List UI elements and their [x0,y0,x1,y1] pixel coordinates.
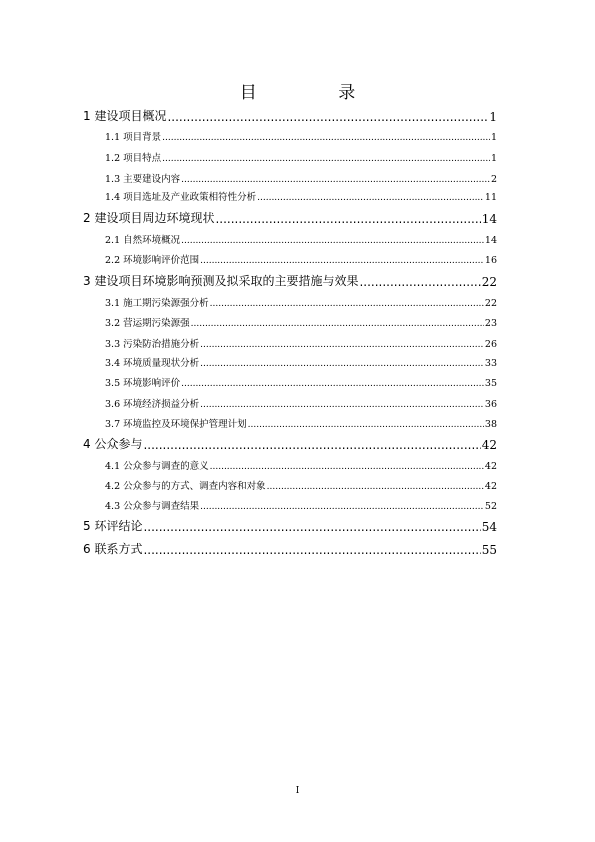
toc-entry-page: 23 [484,318,497,329]
toc-entry[interactable] [105,252,497,266]
toc-entry-page: 14 [481,212,497,226]
toc-entry[interactable] [83,272,497,289]
toc-leader-dots [143,520,480,534]
toc-leader-dots [181,236,484,246]
page-number: I [295,786,300,796]
toc-entry-page: 42 [484,461,497,472]
toc-leader-dots [162,133,490,143]
toc-entry[interactable] [105,295,497,309]
toc-entry-page: 2 [490,174,497,185]
toc-entry[interactable] [105,355,497,369]
toc-entry-label: 4 公众参与 [83,437,143,451]
toc-entry[interactable] [105,478,497,492]
toc-entry[interactable] [83,517,497,534]
toc-leader-dots [181,379,484,389]
toc-entry-label: 3.6 环境经济损益分析 [105,399,200,410]
toc-entry-label: 2.1 自然环境概况 [105,235,181,246]
toc-leader-dots [200,359,484,369]
toc-entry-label: 4.1 公众参与调查的意义 [105,461,209,472]
toc-entry-page: 1 [489,110,497,124]
toc-entry[interactable] [83,540,497,557]
toc-entry-label: 3.3 污染防治措施分析 [105,339,200,350]
toc-entry[interactable] [105,375,497,389]
toc-entry-page: 55 [481,543,497,557]
toc-leader-dots [248,420,484,430]
toc-entry-label: 1.4 项目选址及产业政策相符性分析 [105,192,257,203]
toc-entry-page: 16 [484,255,497,266]
toc-entry[interactable] [105,232,497,246]
toc-entry[interactable] [105,129,497,143]
toc-entry-label: 5 环评结论 [83,519,143,533]
toc-entry[interactable] [105,336,497,350]
toc-entry-label: 3.1 施工期污染源强分析 [105,298,209,309]
toc-entry-page: 38 [484,419,497,430]
toc-entry[interactable] [83,107,497,124]
toc-entry-label: 2 建设项目周边环境现状 [83,211,215,225]
toc-leader-dots [200,340,484,350]
toc-entry-page: 52 [484,501,497,512]
toc-entry-page: 1 [490,153,497,164]
toc-entry-label: 3.2 营运期污染源强 [105,318,190,329]
toc-leader-dots [162,154,490,164]
toc-leader-dots [200,502,484,512]
toc-entry[interactable] [105,498,497,512]
toc-leader-dots [210,462,484,472]
toc-entry-label: 2.2 环境影响评价范围 [105,255,200,266]
toc-entry-label: 1.2 项目特点 [105,153,162,164]
toc-entry-page: 42 [481,438,497,452]
toc-entry[interactable] [105,416,497,430]
toc-entry[interactable] [105,396,497,410]
toc-entry-page: 11 [484,192,497,203]
toc-leader-dots [167,110,488,124]
toc-entry[interactable] [105,458,497,472]
toc-entry-page: 22 [484,298,497,309]
toc-entry[interactable] [83,209,497,226]
toc-leader-dots [181,175,490,185]
toc-entry-page: 26 [484,339,497,350]
toc-entry-label: 3.4 环境质量现状分析 [105,358,200,369]
toc-entry[interactable] [105,150,497,164]
toc-leader-dots [200,400,484,410]
toc-leader-dots [267,482,484,492]
toc-leader-dots [143,438,480,452]
page-title: 目 录 [239,83,394,103]
toc-entry-page: 42 [484,481,497,492]
toc-entry-label: 1.3 主要建设内容 [105,174,181,185]
toc-entry[interactable] [105,189,497,203]
toc-entry[interactable] [105,171,497,185]
toc-entry-label: 6 联系方式 [83,542,143,556]
toc-entry-page: 14 [484,235,497,246]
toc-entry-label: 1 建设项目概况 [83,109,167,123]
toc-leader-dots [257,193,484,203]
toc-leader-dots [359,275,480,289]
toc-leader-dots [215,212,480,226]
toc-leader-dots [143,543,480,557]
toc-entry-page: 22 [481,275,497,289]
toc-entry-page: 33 [484,358,497,369]
toc-entry-label: 3.7 环境监控及环境保护管理计划 [105,419,247,430]
toc-leader-dots [191,319,484,329]
toc-entry-label: 3 建设项目环境影响预测及拟采取的主要措施与效果 [83,274,359,288]
toc-entry-page: 35 [484,378,497,389]
toc-entry-page: 1 [490,132,497,143]
toc-entry-label: 3.5 环境影响评价 [105,378,181,389]
toc-leader-dots [200,256,484,266]
toc-entry-label: 4.3 公众参与调查结果 [105,501,200,512]
toc-entry-page: 54 [481,520,497,534]
toc-entry-page: 36 [484,399,497,410]
toc-entry[interactable] [83,435,497,452]
toc-entry-label: 1.1 项目背景 [105,132,162,143]
toc-entry[interactable] [105,315,497,329]
toc-leader-dots [210,299,484,309]
toc-entry-label: 4.2 公众参与的方式、调查内容和对象 [105,481,266,492]
